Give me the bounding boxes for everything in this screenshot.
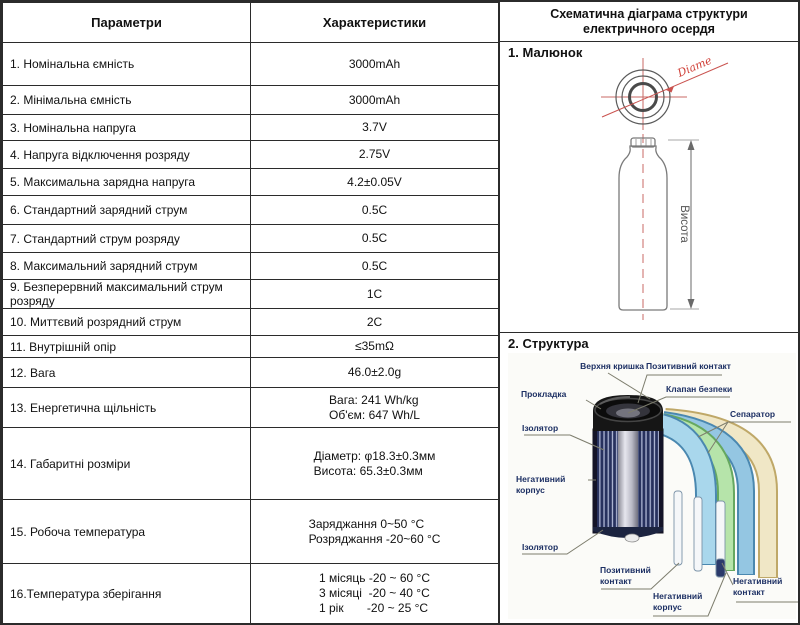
characteristic-value: 46.0±2.0g <box>347 365 402 379</box>
characteristic-cell <box>251 196 499 225</box>
table-row <box>3 86 499 115</box>
parameter-cell: 6. Стандартний зарядний струм <box>3 196 251 225</box>
label-safety-valve: Клапан безпеки <box>666 384 733 394</box>
characteristic-cell <box>251 86 499 115</box>
characteristic-cell <box>251 253 499 280</box>
table-row <box>3 280 499 309</box>
table-row <box>3 141 499 169</box>
parameter-cell: 2. Мінімальна ємність <box>3 86 251 115</box>
parameter-cell: 1. Номінальна ємність <box>3 43 251 86</box>
parameter-cell: 10. Миттєвий розрядний струм <box>3 309 251 336</box>
label-top-cap: Верхня кришка <box>580 361 644 371</box>
table-row <box>3 564 499 624</box>
characteristic-cell <box>251 115 499 141</box>
table-row <box>3 309 499 336</box>
characteristic-value: 4.2±0.05V <box>347 174 402 189</box>
characteristic-cell <box>251 358 499 388</box>
characteristic-cell <box>251 388 499 428</box>
spec-table-body <box>3 43 499 624</box>
characteristic-value: Заряджання 0~50 °C <box>308 516 425 531</box>
table-row <box>3 428 499 500</box>
cell-cylinder <box>593 429 663 542</box>
parameter-cell: 16.Температура зберігання <box>3 564 251 624</box>
characteristic-cell <box>251 564 499 624</box>
parameter-cell: 5. Максимальна зарядна напруга <box>3 169 251 196</box>
table-row <box>3 358 499 388</box>
table-row <box>3 169 499 196</box>
label-negative-contact: Негативний контакт <box>733 576 783 597</box>
table-row <box>3 336 499 358</box>
table-row <box>3 225 499 253</box>
characteristic-value: Вага: 241 Wh/kg <box>329 392 419 407</box>
characteristic-value: 3.7V <box>362 120 387 134</box>
characteristic-cell <box>251 225 499 253</box>
panel-title: Схематична діаграма структури електричного осердя <box>500 2 798 42</box>
parameter-cell: 14. Габаритні розміри <box>3 428 251 500</box>
characteristic-value: 2.75V <box>358 147 391 161</box>
parameter-cell: 11. Внутрішній опір <box>3 336 251 358</box>
characteristic-value: 2C <box>366 314 383 329</box>
characteristic-cell <box>251 336 499 358</box>
label-insulator-bottom: Ізолятор <box>522 542 559 552</box>
label-positive-contact-bottom: Позитивний контакт <box>600 565 651 586</box>
table-row <box>3 500 499 564</box>
height-label: Висота <box>678 205 690 243</box>
characteristic-cell <box>251 141 499 169</box>
label-separator: Сепаратор <box>730 409 776 419</box>
section1-heading: 1. Малюнок <box>508 45 583 60</box>
characteristic-value: 3 місяці -20 ~ 40 °C <box>318 586 430 600</box>
characteristic-cell <box>251 428 499 500</box>
characteristic-value: 0.5C <box>361 231 388 245</box>
table-row <box>3 196 499 225</box>
characteristic-value: Діаметр: φ18.3±0.3мм <box>313 448 436 463</box>
table-row <box>3 115 499 141</box>
section-structure <box>500 332 798 622</box>
column-header-parameters: Параметри <box>3 3 251 43</box>
label-insulator-top: Ізолятор <box>522 423 559 433</box>
characteristic-cell <box>251 309 499 336</box>
characteristic-value: 1C <box>366 286 383 301</box>
parameter-cell: 4. Напруга відключення розряду <box>3 141 251 169</box>
characteristic-value: 1 місяць -20 ~ 60 °C <box>318 571 431 585</box>
characteristic-value: 0.5C <box>361 258 388 273</box>
characteristic-cell <box>251 169 499 196</box>
characteristic-value: 3000mAh <box>348 92 401 107</box>
height-dimension <box>668 140 699 309</box>
column-header-characteristics: Характеристики <box>251 3 499 43</box>
table-row <box>3 388 499 428</box>
characteristic-value: 3000mAh <box>348 56 401 71</box>
characteristic-value: Об'єм: 647 Wh/L <box>329 407 420 422</box>
schematic-panel <box>499 2 798 623</box>
parameter-cell: 3. Номінальна напруга <box>3 115 251 141</box>
parameter-cell: 13. Енергетична щільність <box>3 388 251 428</box>
characteristic-value: 1 рік -20 ~ 25 °C <box>318 601 429 615</box>
diameter-label: Diame <box>675 53 714 80</box>
label-gasket: Прокладка <box>521 389 567 399</box>
label-negative-case-bottom: Негативний корпус <box>653 591 703 612</box>
characteristic-value: Висота: 65.3±0.3мм <box>313 463 423 478</box>
section-drawing <box>500 42 798 332</box>
parameter-cell: 8. Максимальний зарядний струм <box>3 253 251 280</box>
contact-strips <box>674 491 725 577</box>
parameter-cell: 15. Робоча температура <box>3 500 251 564</box>
label-positive-contact-top: Позитивний контакт <box>646 361 731 371</box>
section2-heading: 2. Структура <box>508 336 589 351</box>
battery-dimension-drawing <box>500 42 799 332</box>
characteristic-value: 0.5C <box>361 202 388 217</box>
characteristic-cell <box>251 43 499 86</box>
table-row <box>3 253 499 280</box>
characteristic-value: ≤35mΩ <box>355 339 394 353</box>
table-row <box>3 43 499 86</box>
parameter-cell: 12. Вага <box>3 358 251 388</box>
parameter-cell: 7. Стандартний струм розряду <box>3 225 251 253</box>
characteristic-value: Розряджання -20~60 °C <box>308 531 441 546</box>
label-negative-case-left: Негативний корпус <box>516 474 566 495</box>
characteristic-cell <box>251 500 499 564</box>
diameter-callout <box>602 54 728 117</box>
parameter-cell: 9. Безперервний максимальний струм розряду <box>3 280 251 309</box>
characteristic-cell <box>251 280 499 309</box>
spec-table <box>2 2 499 624</box>
table-header-row <box>3 3 499 43</box>
